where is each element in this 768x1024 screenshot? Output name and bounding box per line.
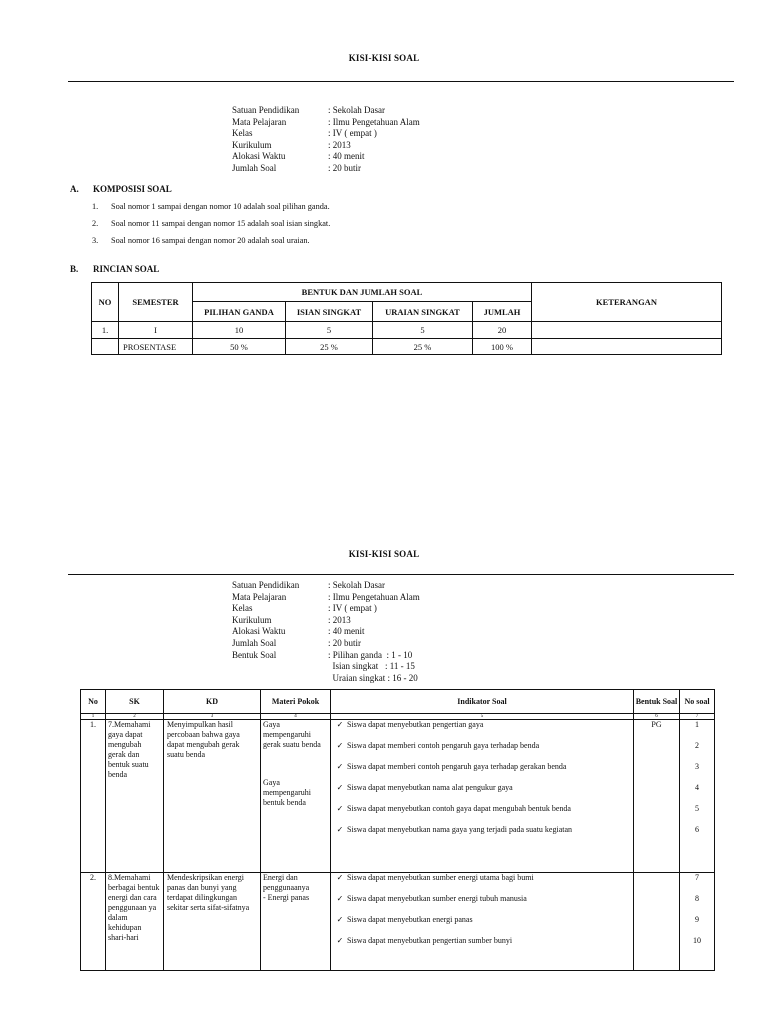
header-uraian-singkat: URAIAN SINGKAT xyxy=(373,302,473,322)
kisi-table xyxy=(80,689,715,971)
info-value: : Sekolah Dasar xyxy=(328,580,385,590)
info-key: Kelas xyxy=(232,603,253,614)
soal-number: 10 xyxy=(693,936,701,945)
list-item xyxy=(92,202,330,219)
header-bentuk: BENTUK DAN JUMLAH SOAL xyxy=(193,283,532,302)
column-number: 3 xyxy=(164,714,261,720)
header-indikator: Indikator Soal xyxy=(331,690,634,714)
check-icon: ✓ xyxy=(336,720,344,729)
header-pilihan-ganda: PILIHAN GANDA xyxy=(193,302,286,322)
cell-uraian: 5 xyxy=(373,322,473,339)
header-no-soal: No soal xyxy=(680,690,715,714)
header-isian-singkat: ISIAN SINGKAT xyxy=(286,302,373,322)
column-number: 5 xyxy=(331,714,634,720)
check-icon: ✓ xyxy=(336,804,344,813)
cell-uraian: 25 % xyxy=(373,339,473,355)
materi-item: Gaya mempengaruhi bentuk benda xyxy=(263,778,311,807)
info-key: Kurikulum xyxy=(232,139,272,150)
column-number: 6 xyxy=(634,714,680,720)
info-value: : Pilihan ganda : 1 - 10 xyxy=(328,649,413,660)
section-title: RINCIAN SOAL xyxy=(93,264,160,274)
list-text: Soal nomor 1 sampai dengan nomor 10 adalah soal pilihan ganda. xyxy=(111,202,330,211)
header-semester: SEMESTER xyxy=(119,283,193,322)
indicator-text: Siswa dapat menyebutkan energi panas xyxy=(347,915,473,924)
table-row xyxy=(81,873,715,971)
info-value: : 20 butir xyxy=(328,637,361,648)
info-key: Alokasi Waktu xyxy=(232,151,286,162)
cell-sk: 7.Memahami gaya dapat mengubah gerak dan bentuk suatu benda xyxy=(106,720,164,873)
list-text: Soal nomor 16 sampai dengan nomor 20 adalah soal uraian. xyxy=(111,236,310,245)
cell-no xyxy=(92,339,119,355)
header-bentuk-soal: Bentuk Soal xyxy=(634,690,680,714)
check-icon: ✓ xyxy=(336,894,344,903)
cell-jumlah: 20 xyxy=(473,322,532,339)
cell-pg: 10 xyxy=(193,322,286,339)
column-number: 2 xyxy=(106,714,164,720)
indicator-text: Siswa dapat menyebutkan contoh gaya dapat mengubah bentuk benda xyxy=(347,804,571,813)
list-number: 1. xyxy=(92,202,99,211)
table-row xyxy=(81,720,715,873)
soal-number: 4 xyxy=(695,783,699,792)
info-key: Kurikulum xyxy=(232,614,272,625)
info-value: : 20 butir xyxy=(328,162,361,173)
info-key: Mata Pelajaran xyxy=(232,591,287,602)
cell-keterangan xyxy=(532,322,722,339)
indicator-item xyxy=(333,762,631,783)
cell-isian: 25 % xyxy=(286,339,373,355)
composition-list xyxy=(92,202,330,253)
indicator-text: Siswa dapat memberi contoh pengaruh gaya terhadap benda xyxy=(347,741,540,750)
page2-info-block xyxy=(232,580,420,684)
soal-number: 2 xyxy=(695,741,699,750)
info-key: Satuan Pendidikan xyxy=(232,105,300,115)
indicator-item xyxy=(333,720,631,741)
indicator-item xyxy=(333,915,631,936)
indicator-text: Siswa dapat menyebutkan sumber energi tubuh manusia xyxy=(347,894,527,903)
list-number: 3. xyxy=(92,236,99,245)
indicator-text: Siswa dapat menyebutkan sumber energi utama bagi bumi xyxy=(347,873,534,882)
page2-title: KISI-KISI SOAL xyxy=(348,549,420,559)
cell-bentuk-soal xyxy=(634,873,680,971)
indicator-item xyxy=(333,873,631,894)
header-no: No xyxy=(81,690,106,714)
info-value: : 40 menit xyxy=(328,151,365,162)
table-row xyxy=(92,322,722,339)
indicator-item xyxy=(333,783,631,804)
materi-item: Energi dan penggunaanya xyxy=(263,873,310,892)
cell-materi xyxy=(261,720,331,873)
info-key: Kelas xyxy=(232,128,253,139)
soal-number: 6 xyxy=(695,825,699,834)
cell-no-soal xyxy=(680,873,715,971)
soal-number: 5 xyxy=(695,804,699,813)
indicator-item xyxy=(333,741,631,762)
list-text: Soal nomor 11 sampai dengan nomor 15 adalah soal isian singkat. xyxy=(111,219,331,228)
soal-number: 9 xyxy=(695,915,699,924)
check-icon: ✓ xyxy=(336,825,344,834)
page2-title-rule xyxy=(68,574,734,575)
indicator-item xyxy=(333,936,631,957)
indicator-text: Siswa dapat menyebutkan pengertian sumber bunyi xyxy=(347,936,513,945)
indicator-text: Siswa dapat memberi contoh pengaruh gaya terhadap gerakan benda xyxy=(347,762,567,771)
soal-number: 3 xyxy=(695,762,699,771)
info-value: Uraian singkat : 16 - 20 xyxy=(328,672,418,683)
section-b-heading xyxy=(70,264,159,274)
rincian-table xyxy=(91,282,722,355)
section-a-heading xyxy=(70,184,172,194)
info-key xyxy=(232,661,328,673)
indicator-item xyxy=(333,804,631,825)
indicator-text: Siswa dapat menyebutkan nama alat pengukur gaya xyxy=(347,783,513,792)
cell-isian: 5 xyxy=(286,322,373,339)
header-jumlah: JUMLAH xyxy=(473,302,532,322)
section-title: KOMPOSISI SOAL xyxy=(93,184,172,194)
section-letter: A. xyxy=(70,184,79,194)
cell-materi xyxy=(261,873,331,971)
check-icon: ✓ xyxy=(336,915,344,924)
column-number: 7 xyxy=(680,714,715,720)
section-letter: B. xyxy=(70,264,79,274)
cell-no: 1. xyxy=(92,322,119,339)
indicator-text: Siswa dapat menyebutkan pengertian gaya xyxy=(347,720,484,729)
list-item xyxy=(92,236,330,253)
cell-bentuk-soal: PG xyxy=(634,720,680,873)
info-key: Mata Pelajaran xyxy=(232,116,287,127)
info-value: : 2013 xyxy=(328,614,351,625)
info-value: : Sekolah Dasar xyxy=(328,105,385,115)
column-number: 1 xyxy=(81,714,106,720)
cell-semester: I xyxy=(119,322,193,339)
soal-number: 1 xyxy=(695,720,699,729)
cell-no: 2. xyxy=(81,873,106,971)
page1-title: KISI-KISI SOAL xyxy=(348,53,420,63)
indicator-item xyxy=(333,825,631,846)
indicator-text: Siswa dapat menyebutkan nama gaya yang terjadi pada suatu kegiatan xyxy=(347,825,573,834)
info-value: Isian singkat : 11 - 15 xyxy=(328,661,415,672)
check-icon: ✓ xyxy=(336,762,344,771)
page1-info-block xyxy=(232,105,420,175)
info-key: Satuan Pendidikan xyxy=(232,580,300,590)
info-key: Jumlah Soal xyxy=(232,162,277,173)
check-icon: ✓ xyxy=(336,741,344,750)
info-value: : Ilmu Pengetahuan Alam xyxy=(328,116,420,127)
cell-kd: Mendeskripsikan energi panas dan bunyi yang terdapat dilingkungan sekitar serta sifat-sifatnya xyxy=(164,873,261,971)
cell-pg: 50 % xyxy=(193,339,286,355)
cell-indikator xyxy=(331,873,634,971)
soal-number: 7 xyxy=(695,873,699,882)
info-value: : IV ( empat ) xyxy=(328,603,377,614)
table-row xyxy=(92,339,722,355)
header-keterangan: KETERANGAN xyxy=(532,283,722,322)
info-key: Alokasi Waktu xyxy=(232,626,286,637)
cell-no: 1. xyxy=(81,720,106,873)
info-value: : Ilmu Pengetahuan Alam xyxy=(328,591,420,602)
header-no: NO xyxy=(92,283,119,322)
header-kd: KD xyxy=(164,690,261,714)
cell-jumlah: 100 % xyxy=(473,339,532,355)
list-item xyxy=(92,219,330,236)
list-number: 2. xyxy=(92,219,99,228)
cell-keterangan xyxy=(532,339,722,355)
cell-kd: Menyimpulkan hasil percobaan bahwa gaya dapat mengubah gerak suatu benda xyxy=(164,720,261,873)
header-sk: SK xyxy=(106,690,164,714)
indicator-item xyxy=(333,894,631,915)
info-key xyxy=(232,673,328,685)
cell-semester: PROSENTASE xyxy=(119,339,193,355)
page1-title-rule xyxy=(68,81,734,82)
info-value: : 2013 xyxy=(328,139,351,150)
materi-item: - Energi panas xyxy=(263,893,310,902)
materi-item: Gaya mempengaruhi gerak suatu benda xyxy=(263,720,321,749)
info-key: Bentuk Soal xyxy=(232,649,277,660)
column-number: 4 xyxy=(261,714,331,720)
cell-sk: 8.Memahami berbagai bentuk energi dan cara penggunaan ya dalam kehidupan shari-hari xyxy=(106,873,164,971)
check-icon: ✓ xyxy=(336,873,344,882)
info-value: : IV ( empat ) xyxy=(328,128,377,139)
info-value: : 40 menit xyxy=(328,626,365,637)
cell-no-soal xyxy=(680,720,715,873)
header-materi: Materi Pokok xyxy=(261,690,331,714)
cell-indikator xyxy=(331,720,634,873)
check-icon: ✓ xyxy=(336,936,344,945)
info-key: Jumlah Soal xyxy=(232,637,277,648)
check-icon: ✓ xyxy=(336,783,344,792)
soal-number: 8 xyxy=(695,894,699,903)
